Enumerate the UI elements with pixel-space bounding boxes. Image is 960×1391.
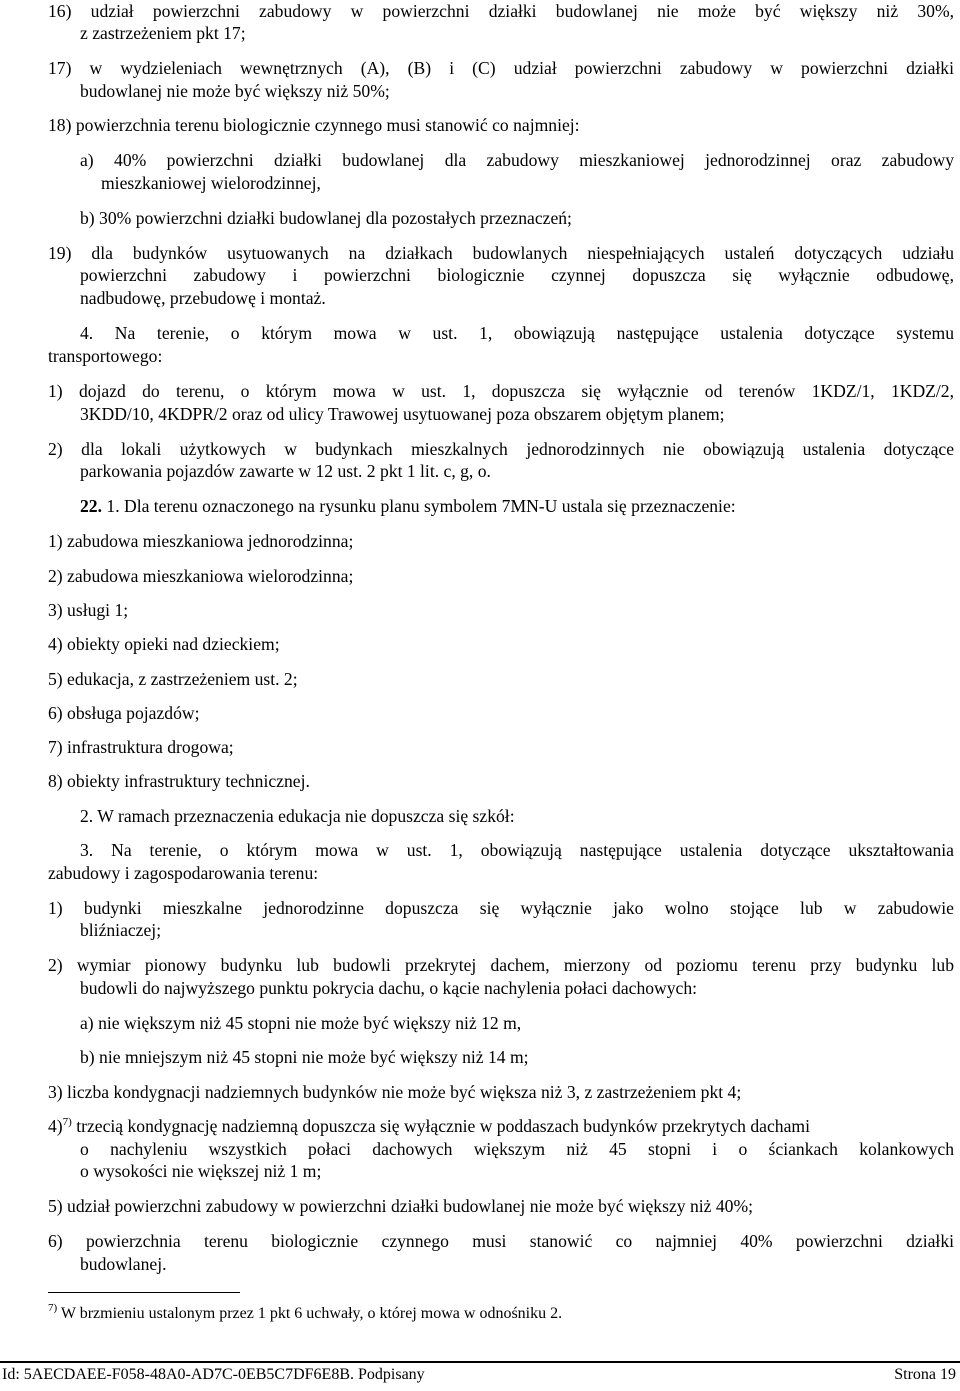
- text-line: o wysokości nie większej niż 1 m;: [80, 1161, 322, 1181]
- text-line: 19) dla budynków usytuowanych na działkach budowlanych niespełniających ustaleń dotyczących udziału: [48, 243, 954, 263]
- text-line: 8) obiekty infrastruktury technicznej.: [48, 771, 310, 791]
- item-number: 4): [48, 1116, 63, 1136]
- text-line: 4) obiekty opieki nad dzieckiem;: [48, 634, 280, 654]
- text-line: mieszkaniowej wielorodzinnej,: [101, 173, 321, 193]
- item-text: trzecią kondygnację nadziemną dopuszcza się wyłącznie w poddaszach budynków przekrytych dachami: [71, 1116, 810, 1136]
- footnote: [48, 1303, 562, 1325]
- text-line: 1) budynki mieszkalne jednorodzinne dopuszcza się wyłącznie jako wolno stojące lub w zabudowie: [48, 898, 954, 918]
- text-line: nadbudowę, przebudowę i montaż.: [80, 288, 326, 308]
- text-line: budowli do najwyższego punktu pokrycia dachu, o kącie nachylenia połaci dachowych:: [80, 978, 698, 998]
- text-line: 2) dla lokali użytkowych w budynkach mieszkalnych jednorodzinnych nie obowiązują ustalenia dotyczące: [48, 439, 954, 459]
- text-line: 17) w wydzieleniach wewnętrznych (A), (B) i (C) udział powierzchni zabudowy w powierzchni działki: [48, 58, 954, 78]
- text-line: 1) zabudowa mieszkaniowa jednorodzinna;: [48, 531, 354, 551]
- footnote-reference: 7): [62, 1116, 72, 1128]
- text-line: 2. W ramach przeznaczenia edukacja nie dopuszcza się szkół:: [80, 806, 515, 826]
- text-line: 3. Na terenie, o którym mowa w ust. 1, obowiązują następujące ustalenia dotyczące ukształtowania: [80, 840, 954, 860]
- text-line: a) nie większym niż 45 stopni nie może być większy niż 12 m,: [80, 1013, 522, 1033]
- text-line: a) 40% powierzchni działki budowlanej dla zabudowy mieszkaniowej jednorodzinnej oraz zabudowy: [80, 150, 954, 170]
- text-line: powierzchni zabudowy i powierzchni biologicznie czynnej dopuszcza się wyłącznie odbudowę,: [80, 265, 954, 285]
- text-line: transportowego:: [48, 346, 163, 366]
- text-line: o nachyleniu wszystkich połaci dachowych większym niż 45 stopni i o ściankach kolankowych: [80, 1139, 954, 1159]
- text-line: b) nie mniejszym niż 45 stopni nie może być większy niż 14 m;: [80, 1047, 529, 1067]
- text-line: 18) powierzchnia terenu biologicznie czynnego musi stanowić co najmniej:: [48, 115, 580, 135]
- footnote-marker: 7): [48, 1302, 58, 1314]
- section-heading: [80, 495, 736, 517]
- text-line: budowlanej nie może być większy niż 50%;: [80, 81, 390, 101]
- text-line: 5) udział powierzchni zabudowy w powierzchni działki budowlanej nie może być większy niż 40%;: [48, 1196, 753, 1216]
- text-line: 2) zabudowa mieszkaniowa wielorodzinna;: [48, 566, 354, 586]
- section-number: 22.: [80, 496, 102, 516]
- text-line: 3) usługi 1;: [48, 600, 129, 620]
- section-text: 1. Dla terenu oznaczonego na rysunku planu symbolem 7MN-U ustala się przeznaczenie:: [102, 496, 736, 516]
- text-line: z zastrzeżeniem pkt 17;: [80, 23, 246, 43]
- text-line: 7) infrastruktura drogowa;: [48, 737, 234, 757]
- text-line: 5) edukacja, z zastrzeżeniem ust. 2;: [48, 669, 298, 689]
- text-line: 6) obsługa pojazdów;: [48, 703, 200, 723]
- text-line: 16) udział powierzchni zabudowy w powierzchni działki budowlanej nie może być większy niż 30%,: [48, 1, 954, 21]
- text-line: 1) dojazd do terenu, o którym mowa w ust. 1, dopuszcza się wyłącznie od terenów 1KDZ/1, 1KDZ/2,: [48, 381, 954, 401]
- text-line: 3KDD/10, 4KDPR/2 oraz od ulicy Trawowej usytuowanej poza obszarem objętym planem;: [80, 404, 725, 424]
- text-line: budowlanej.: [80, 1254, 167, 1274]
- page-number: Strona 19: [894, 1366, 956, 1383]
- text-line: zabudowy i zagospodarowania terenu:: [48, 863, 319, 883]
- footer-rule: [0, 1361, 960, 1363]
- text-line: [48, 1115, 954, 1137]
- text-line: parkowania pojazdów zawarte w 12 ust. 2 pkt 1 lit. c, g, o.: [80, 461, 491, 481]
- text-line: 4. Na terenie, o którym mowa w ust. 1, obowiązują następujące ustalenia dotyczące systemu: [80, 323, 954, 343]
- text-line: 2) wymiar pionowy budynku lub budowli przekrytej dachem, mierzony od poziomu terenu przy budynku lub: [48, 955, 954, 975]
- text-line: b) 30% powierzchni działki budowlanej dla pozostałych przeznaczeń;: [80, 208, 572, 228]
- footnote-separator: [48, 1292, 240, 1293]
- footer-id: Id: 5AECDAEE-F058-48A0-AD7C-0EB5C7DF6E8B. Podpisany: [2, 1366, 425, 1383]
- text-line: 6) powierzchnia terenu biologicznie czynnego musi stanowić co najmniej 40% powierzchni działki: [48, 1231, 954, 1251]
- text-line: 3) liczba kondygnacji nadziemnych budynków nie może być większa niż 3, z zastrzeżeniem pkt 4;: [48, 1082, 742, 1102]
- footnote-text: W brzmieniu ustalonym przez 1 pkt 6 uchwały, o której mowa w odnośniku 2.: [57, 1305, 563, 1322]
- text-line: bliźniaczej;: [80, 920, 162, 940]
